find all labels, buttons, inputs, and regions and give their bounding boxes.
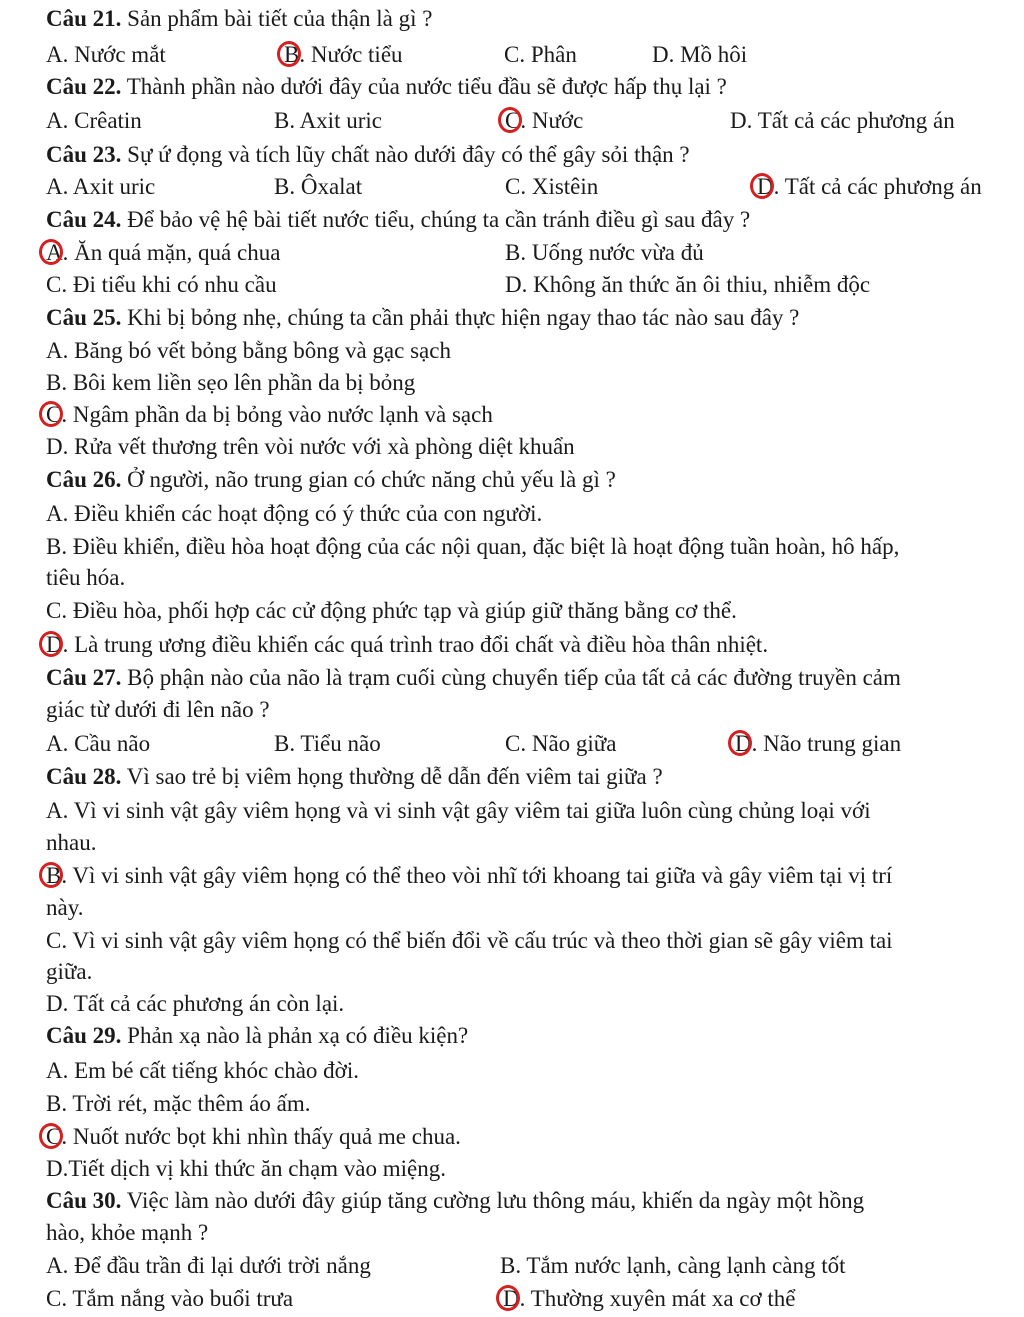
question-text: Sự ứ đọng và tích lũy chất nào dưới đây có thể gây sỏi thận ? xyxy=(127,142,690,167)
option-28-a-cont: nhau. xyxy=(46,830,97,855)
option-28-b xyxy=(46,861,892,891)
option-25-d: D. Rửa vết thương trên vòi nước với xà phòng diệt khuẩn xyxy=(46,434,575,459)
option-30-d xyxy=(503,1284,796,1314)
option-28-d: D. Tất cả các phương án còn lại. xyxy=(46,991,345,1016)
option-27-b: B. Tiểu não xyxy=(274,731,381,756)
question-text: Sản phẩm bài tiết của thận là gì ? xyxy=(127,6,433,31)
question-number: Câu 26. xyxy=(46,467,122,492)
answer-circle xyxy=(39,239,63,265)
option-30-c: C. Tắm nắng vào buổi trưa xyxy=(46,1286,294,1311)
question-number: Câu 25. xyxy=(46,305,122,330)
answer-circle xyxy=(39,1123,63,1149)
answer-circle xyxy=(728,730,752,756)
question-text: Khi bị bỏng nhẹ, chúng ta cần phải thực hiện ngay thao tác nào sau đây ? xyxy=(127,305,800,330)
question-number: Câu 27. xyxy=(46,665,122,690)
question-29 xyxy=(46,1021,468,1051)
question-number: Câu 28. xyxy=(46,764,122,789)
answer-circle xyxy=(39,401,63,427)
answer-circle xyxy=(39,631,63,657)
option-29-a: A. Em bé cất tiếng khóc chào đời. xyxy=(46,1058,359,1083)
option-27-d xyxy=(735,729,901,759)
answer-circle xyxy=(39,862,63,888)
option-22-d: D. Tất cả các phương án xyxy=(730,108,955,133)
option-21-b xyxy=(284,40,403,70)
option-26-b: B. Điều khiển, điều hòa hoạt động của các nội quan, đặc biệt là hoạt động tuần hoàn, hô hấp, xyxy=(46,534,900,559)
question-number: Câu 30. xyxy=(46,1188,122,1213)
question-number: Câu 23. xyxy=(46,142,122,167)
question-21 xyxy=(46,4,432,34)
option-27-a: A. Cầu não xyxy=(46,731,151,756)
option-text: C. Nước xyxy=(505,108,584,133)
question-text: Ở người, não trung gian có chức năng chủ yếu là gì ? xyxy=(127,467,616,492)
option-23-d xyxy=(757,172,982,202)
question-24 xyxy=(46,205,750,235)
question-text: Bộ phận nào của não là trạm cuối cùng chuyển tiếp của tất cả các đường truyền cảm xyxy=(127,665,901,690)
option-26-a: A. Điều khiển các hoạt động có ý thức của con người. xyxy=(46,501,543,526)
option-25-c xyxy=(46,400,493,430)
question-30 xyxy=(46,1186,864,1216)
question-25 xyxy=(46,303,799,333)
option-29-c xyxy=(46,1122,461,1152)
option-25-a: A. Băng bó vết bỏng bằng bông và gạc sạch xyxy=(46,338,451,363)
option-text: C. Ngâm phần da bị bỏng vào nước lạnh và sạch xyxy=(46,402,493,427)
question-26 xyxy=(46,465,616,495)
question-number: Câu 29. xyxy=(46,1023,122,1048)
option-22-a: A. Crêatin xyxy=(46,108,142,133)
option-24-a xyxy=(46,238,280,268)
question-27-cont: giác từ dưới đi lên não ? xyxy=(46,697,270,722)
option-25-b: B. Bôi kem liền sẹo lên phần da bị bỏng xyxy=(46,370,416,395)
answer-circle xyxy=(496,1285,520,1311)
option-text: D. Tất cả các phương án xyxy=(757,174,982,199)
option-22-c xyxy=(505,106,583,136)
option-30-b: B. Tắm nước lạnh, càng lạnh càng tốt xyxy=(500,1253,846,1278)
option-21-d: D. Mồ hôi xyxy=(652,42,748,67)
option-26-b-cont: tiêu hóa. xyxy=(46,565,126,590)
question-text: Để bảo vệ hệ bài tiết nước tiểu, chúng ta cần tránh điều gì sau đây ? xyxy=(127,207,751,232)
question-27 xyxy=(46,663,901,693)
answer-circle xyxy=(277,41,301,67)
question-30-cont: hào, khỏe mạnh ? xyxy=(46,1220,209,1245)
question-number: Câu 22. xyxy=(46,74,122,99)
question-text: Phản xạ nào là phản xạ có điều kiện? xyxy=(127,1023,469,1048)
question-number: Câu 24. xyxy=(46,207,122,232)
question-number: Câu 21. xyxy=(46,6,122,31)
question-text: Thành phần nào dưới đây của nước tiểu đầu sẽ được hấp thụ lại ? xyxy=(126,74,727,99)
option-26-c: C. Điều hòa, phối hợp các cử động phức tạp và giúp giữ thăng bằng cơ thể. xyxy=(46,598,737,623)
question-28 xyxy=(46,762,663,792)
option-27-c: C. Não giữa xyxy=(505,731,617,756)
option-22-b: B. Axit uric xyxy=(274,108,382,133)
option-28-c: C. Vì vi sinh vật gây viêm họng có thể biến đổi về cấu trúc và theo thời gian sẽ gây viêm tai xyxy=(46,928,893,953)
option-26-d xyxy=(46,630,768,660)
answer-circle xyxy=(750,173,774,199)
question-22 xyxy=(46,72,727,102)
option-text: A. Ăn quá mặn, quá chua xyxy=(46,240,281,265)
answer-circle xyxy=(498,107,522,133)
option-23-b: B. Ôxalat xyxy=(274,174,363,199)
option-text: B. Nước tiểu xyxy=(284,42,403,67)
question-text: Vì sao trẻ bị viêm họng thường dễ dẫn đến viêm tai giữa ? xyxy=(126,764,663,789)
option-21-c: C. Phân xyxy=(504,42,577,67)
option-21-a: A. Nước mắt xyxy=(46,42,166,67)
option-text: C. Nuốt nước bọt khi nhìn thấy quả me chua. xyxy=(46,1124,461,1149)
question-23 xyxy=(46,140,690,170)
option-29-d: D.Tiết dịch vị khi thức ăn chạm vào miệng. xyxy=(46,1156,446,1181)
option-24-d: D. Không ăn thức ăn ôi thiu, nhiễm độc xyxy=(505,272,871,297)
option-text: D. Thường xuyên mát xa cơ thể xyxy=(503,1286,796,1311)
option-28-b-cont: này. xyxy=(46,895,84,920)
option-text: B. Vì vi sinh vật gây viêm họng có thể theo vòi nhĩ tới khoang tai giữa và gây viêm tại vị trí xyxy=(46,863,893,888)
option-29-b: B. Trời rét, mặc thêm áo ấm. xyxy=(46,1091,311,1116)
option-28-c-cont: giữa. xyxy=(46,959,93,984)
option-text: D. Não trung gian xyxy=(735,731,902,756)
option-28-a: A. Vì vi sinh vật gây viêm họng và vi sinh vật gây viêm tai giữa luôn cùng chủng loại với xyxy=(46,798,871,823)
question-text: Việc làm nào dưới đây giúp tăng cường lưu thông máu, khiến da ngày một hồng xyxy=(126,1188,865,1213)
option-23-a: A. Axit uric xyxy=(46,174,156,199)
option-30-a: A. Để đầu trần đi lại dưới trời nắng xyxy=(46,1253,371,1278)
option-24-c: C. Đi tiểu khi có nhu cầu xyxy=(46,272,277,297)
option-text: D. Là trung ương điều khiển các quá trình trao đổi chất và điều hòa thân nhiệt. xyxy=(46,632,769,657)
option-24-b: B. Uống nước vừa đủ xyxy=(505,240,704,265)
option-23-c: C. Xistêin xyxy=(505,174,599,199)
